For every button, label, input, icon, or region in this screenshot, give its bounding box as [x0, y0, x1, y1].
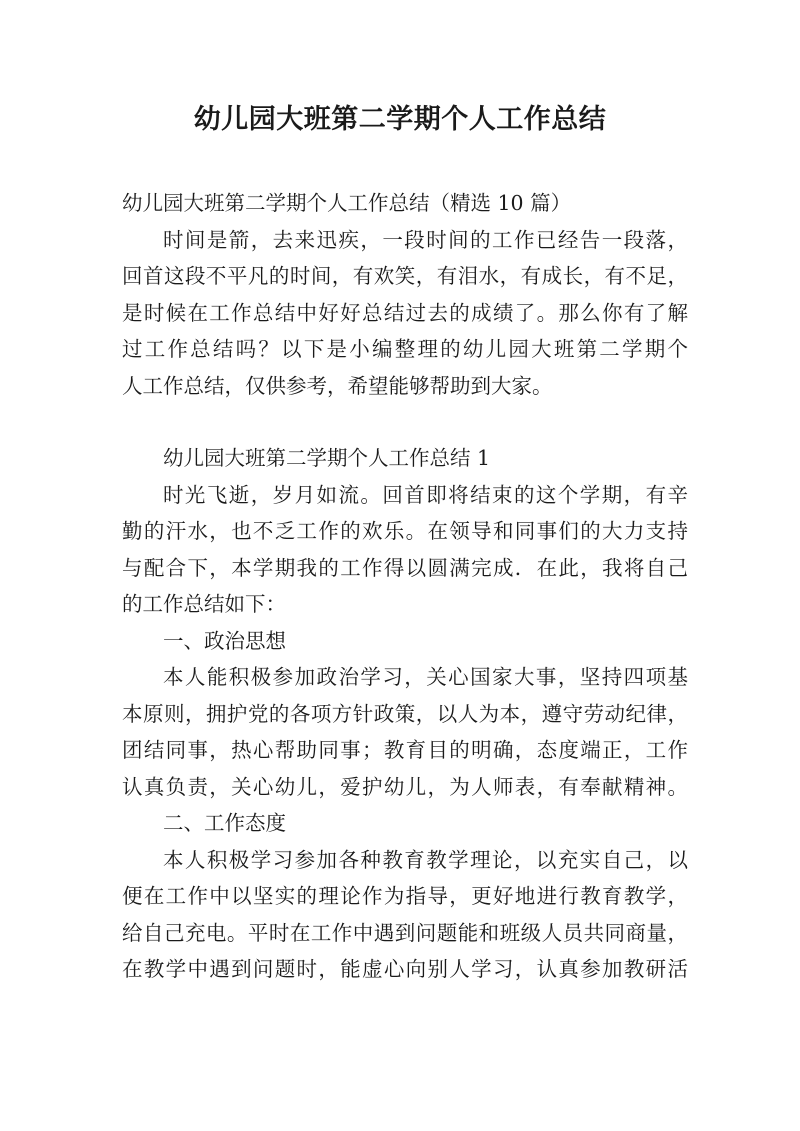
paragraph-line: 在教学中遇到问题时，能虚心向别人学习，认真参加教研活	[122, 957, 688, 981]
section-heading: 幼儿园大班第二学期个人工作总结 1	[163, 446, 491, 470]
paragraph-line: 认真负责，关心幼儿，爱护幼儿，为人师表，有奉献精神。	[122, 774, 688, 799]
paragraph-line: 本原则，拥护党的各项方针政策，以人为本，遵守劳动纪律，	[122, 701, 688, 726]
paragraph-line: 给自己充电。平时在工作中遇到问题能和班级人员共同商量，	[122, 920, 688, 945]
paragraph-gap	[122, 404, 688, 440]
intro-line: 时间是箭，去来迅疾，一段时间的工作已经告一段落，	[163, 227, 688, 252]
paragraph-line: 本人积极学习参加各种教育教学理论，以充实自己，以	[163, 847, 688, 872]
intro-line: 是时候在工作总结中好好总结过去的成绩了。那么你有了解	[122, 300, 688, 325]
subsection-heading: 二、工作态度	[163, 811, 286, 835]
subtitle-line: 幼儿园大班第二学期个人工作总结（精选 10 篇）	[122, 191, 572, 215]
paragraph-line: 的工作总结如下：	[122, 592, 286, 616]
document-title: 幼儿园大班第二学期个人工作总结	[193, 104, 607, 135]
paragraph-line: 本人能积极参加政治学习，关心国家大事，坚持四项基	[163, 665, 688, 689]
paragraph-line: 与配合下，本学期我的工作得以圆满完成．在此，我将自己	[122, 555, 688, 580]
paragraph-line: 便在工作中以坚实的理论作为指导，更好地进行教育教学，	[122, 884, 688, 908]
paragraph-line: 团结同事，热心帮助同事；教育目的明确，态度端正，工作	[122, 738, 688, 762]
paragraph-line: 时光飞逝，岁月如流。回首即将结束的这个学期，有辛	[163, 482, 688, 507]
document-body	[122, 185, 688, 988]
intro-line: 过工作总结吗？以下是小编整理的幼儿园大班第二学期个	[122, 337, 688, 361]
intro-line: 人工作总结，仅供参考，希望能够帮助到大家。	[122, 373, 553, 398]
intro-line: 回首这段不平凡的时间，有欢笑，有泪水，有成长，有不足，	[122, 264, 688, 288]
subsection-heading: 一、政治思想	[163, 628, 286, 653]
paragraph-line: 勤的汗水，也不乏工作的欢乐。在领导和同事们的大力支持	[122, 519, 688, 543]
